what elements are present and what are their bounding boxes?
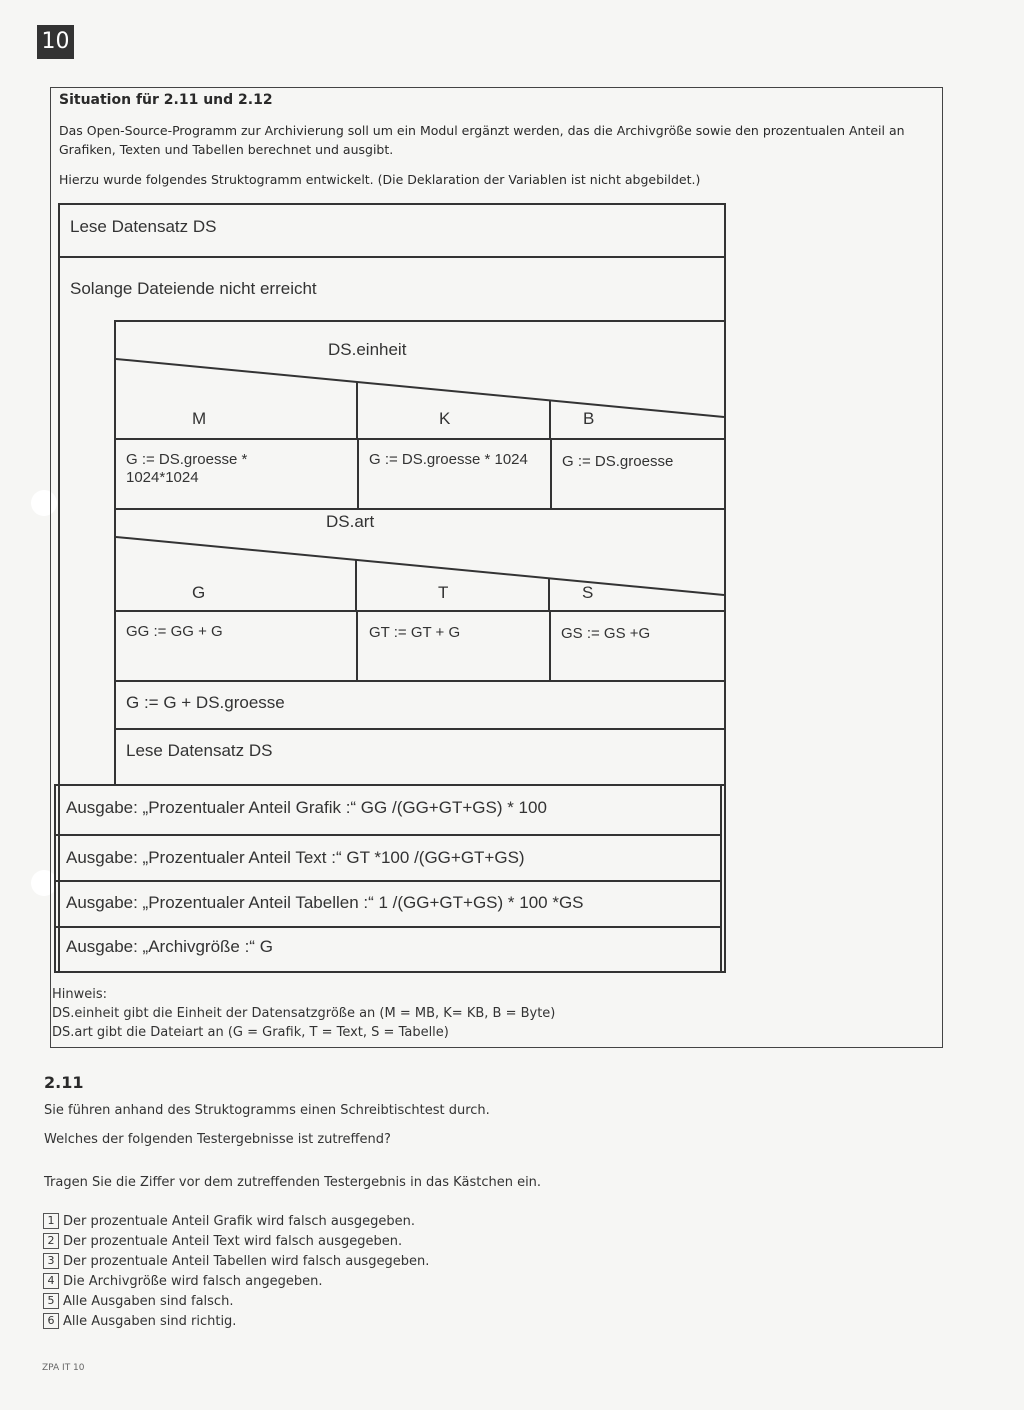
action-b-text: G := DS.groesse xyxy=(562,453,674,470)
task-line-3: Tragen Sie die Ziffer vor dem zutreffenden Testergebnis in das Kästchen ein. xyxy=(44,1175,542,1190)
option-2-number: 2 xyxy=(43,1233,59,1249)
option-2 xyxy=(43,1233,402,1249)
read-record-label: Lese Datensatz DS xyxy=(70,217,217,236)
case-k-label: K xyxy=(439,409,451,428)
option-4 xyxy=(43,1273,323,1289)
case-art-condition: DS.art xyxy=(326,512,375,531)
page-number: 10 xyxy=(37,25,74,59)
read-record-2-text: Lese Datensatz DS xyxy=(126,741,273,760)
option-3 xyxy=(43,1253,429,1269)
hint-line-2: DS.art gibt die Dateiart an (G = Grafik, T = Text, S = Tabelle) xyxy=(52,1025,449,1040)
option-2-text: Der prozentuale Anteil Text wird falsch ausgegeben. xyxy=(63,1233,403,1249)
option-5 xyxy=(43,1293,233,1309)
case-s-label: S xyxy=(582,583,594,602)
action-g-text: GG := GG + G xyxy=(126,623,223,640)
action-t-block xyxy=(356,610,551,682)
option-1-number: 1 xyxy=(43,1213,59,1229)
hint-title: Hinweis: xyxy=(52,987,108,1002)
hint xyxy=(52,985,555,1042)
loop-condition: Solange Dateiende nicht erreicht xyxy=(70,279,317,298)
action-m-text: G := DS.groesse * 1024*1024 xyxy=(126,451,248,486)
situation-paragraph-1: Das Open-Source-Programm zur Archivierung soll um ein Modul ergänzt werden, das die Archivgröße sowie den prozentualen Anteil an Grafiken, Texten und Tabellen berechnet und ausgibt. xyxy=(59,123,905,157)
option-4-number: 4 xyxy=(43,1273,59,1289)
option-3-number: 3 xyxy=(43,1253,59,1269)
task-line-2: Welches der folgenden Testergebnisse ist zutreffend? xyxy=(44,1132,391,1147)
output-graphic-text: Ausgabe: „Prozentualer Anteil Grafik :“ GG /(GG+GT+GS) * 100 xyxy=(66,798,547,817)
case-m-label: M xyxy=(192,409,207,428)
action-k-block xyxy=(357,438,552,510)
action-g-block xyxy=(114,610,358,682)
option-4-text: Die Archivgröße wird falsch angegeben. xyxy=(63,1273,323,1289)
action-t-text: GT := GT + G xyxy=(369,624,461,641)
option-1 xyxy=(43,1213,415,1229)
task-line-1: Sie führen anhand des Struktogramms einen Schreibtischtest durch. xyxy=(44,1103,490,1118)
case-t-label: T xyxy=(438,583,449,602)
sum-text: G := G + DS.groesse xyxy=(126,693,285,712)
option-6 xyxy=(43,1313,236,1329)
structogram xyxy=(58,203,726,973)
option-5-number: 5 xyxy=(43,1293,59,1309)
hint-line-1: DS.einheit gibt die Einheit der Datensatzgröße an (M = MB, K= KB, B = Byte) xyxy=(52,1006,556,1021)
output-tables-text: Ausgabe: „Prozentualer Anteil Tabellen :“ 1 /(GG+GT+GS) * 100 *GS xyxy=(66,893,584,912)
footer-code: ZPA IT 10 xyxy=(42,1363,85,1373)
option-1-text: Der prozentuale Anteil Grafik wird falsch ausgegeben. xyxy=(63,1213,415,1229)
action-b-block xyxy=(550,438,726,510)
output-size-text: Ausgabe: „Archivgröße :“ G xyxy=(66,937,273,956)
case-einheit-condition: DS.einheit xyxy=(328,340,407,359)
case-g-label: G xyxy=(192,583,206,602)
situation-title: Situation für 2.11 und 2.12 xyxy=(59,92,273,108)
action-k-text: G := DS.groesse * 1024 xyxy=(369,451,528,468)
option-5-text: Alle Ausgaben sind falsch. xyxy=(63,1293,234,1309)
case-art-header xyxy=(114,508,726,612)
task-number: 2.11 xyxy=(44,1073,84,1092)
output-text-text: Ausgabe: „Prozentualer Anteil Text :“ GT *100 /(GG+GT+GS) xyxy=(66,848,525,867)
case-b-label: B xyxy=(583,409,595,428)
situation-paragraph-2: Hierzu wurde folgendes Struktogramm entwickelt. (Die Deklaration der Variablen ist nicht abgebildet.) xyxy=(59,172,701,187)
action-s-block xyxy=(549,610,726,682)
option-6-number: 6 xyxy=(43,1313,59,1329)
option-3-text: Der prozentuale Anteil Tabellen wird falsch ausgegeben. xyxy=(63,1253,430,1269)
action-s-text: GS := GS +G xyxy=(561,625,651,642)
option-6-text: Alle Ausgaben sind richtig. xyxy=(63,1313,237,1329)
